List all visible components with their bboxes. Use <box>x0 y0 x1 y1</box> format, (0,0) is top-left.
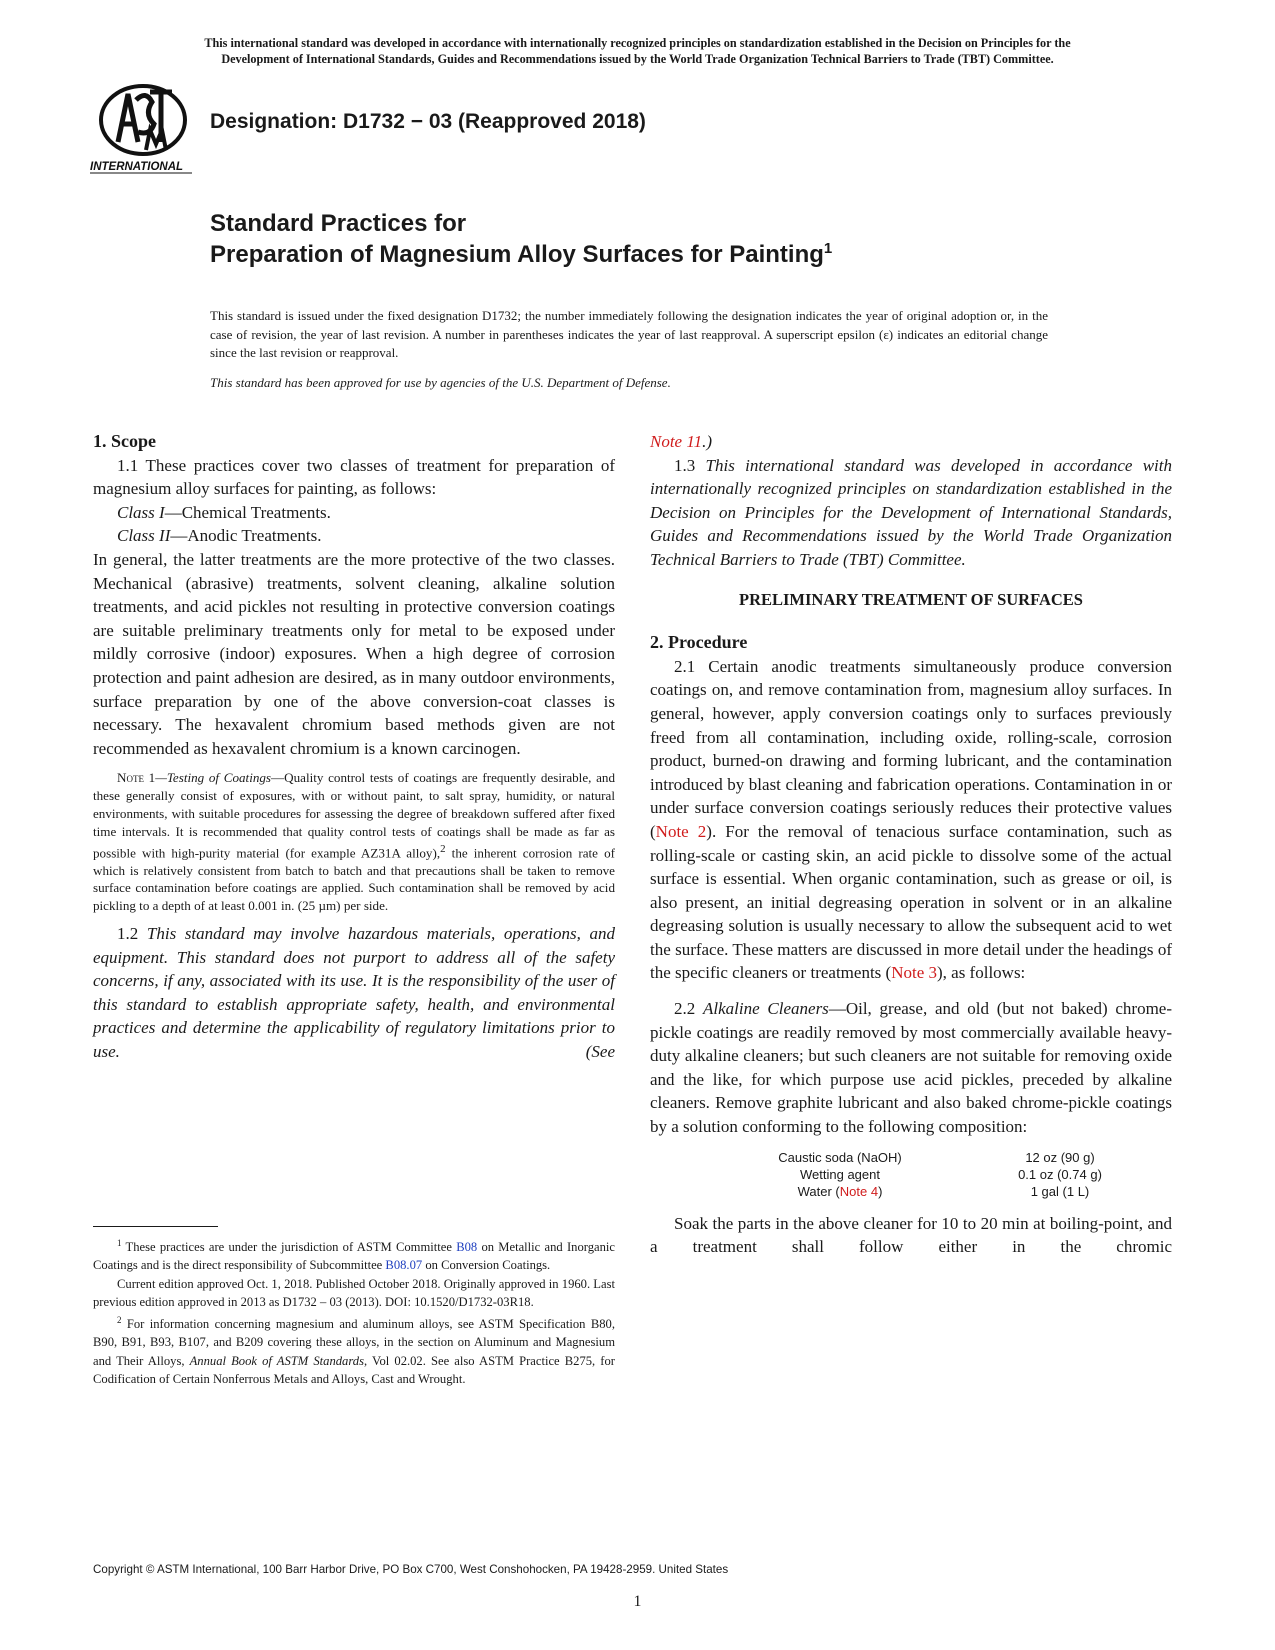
paragraph-1-2-text: This standard may involve hazardous materials, operations, and equipment. This standard does not purport to address all of the safety concerns, if any, associated with its use. It is the responsibility of the user of this standard to establish appropriate safety, health, and environmental practices and determine the applicability of regulatory limitations prior to use. (See <box>93 924 616 1062</box>
footnote-2-text-b: , Vol 02.02. See also ASTM Practice B275, for Codification of Certain Nonferrous Metals and Alloys, Cast and Wrought. <box>93 1353 615 1386</box>
class-2-item <box>93 524 615 548</box>
footnote-1-text-c: on Conversion Coatings. <box>422 1258 551 1273</box>
paragraph-2-1 <box>650 655 1172 985</box>
astm-logo-icon <box>88 80 198 180</box>
paragraph-1-3-text: This international standard was developed in accordance with internationally recognized principles on standardization established in the Decision on Principles for the Development of International Standards, Guides and Recommendations issued by the World Trade Organization Technical Barriers to Trade (TBT) Committee. <box>650 455 1172 569</box>
title-line-1: Standard Practices for <box>210 210 467 237</box>
astm-logo <box>88 80 198 180</box>
footnote-2 <box>93 1311 615 1388</box>
reagent-name: Water <box>797 1183 832 1199</box>
class-1-label: Class I <box>117 502 165 522</box>
top-notice-line-1: This international standard was developed in accordance with internationally recognized principles on standardization established in the Decision on Principles for the <box>204 36 1071 50</box>
paragraph-soak: Soak the parts in the above cleaner for 10 to 20 min at boiling-point, and a treatment shall follow either in the chromic <box>650 1213 1172 1257</box>
copyright: Copyright © ASTM International, 100 Barr Harbor Drive, PO Box C700, West Conshohocken, PA 19428-2959. United States <box>93 1563 729 1576</box>
reagent-name-water: Water (Note 4) <box>797 1183 883 1199</box>
reagent-amount: 0.1 oz (0.74 g) <box>1018 1166 1102 1182</box>
reagent-amount: 1 gal (1 L) <box>1030 1183 1090 1199</box>
footnote-1-mark: 1 <box>117 1238 122 1248</box>
class-1-item <box>93 501 615 525</box>
footnotes <box>93 1234 615 1388</box>
footnote-2-text-a: For information concerning magnesium and aluminum alloys, see ASTM Specification B80, B90, B91, B93, B107, and B209 covering these alloys, in the section on Aluminum and Magnesium and Their Alloys, <box>93 1317 615 1368</box>
edition-note: Current edition approved Oct. 1, 2018. Published October 2018. Originally approved in 1960. Last previous edition approved in 2013 as D1732 – 03 (2013). DOI: 10.1520/D1732-03R18. <box>93 1276 615 1309</box>
paragraph-2-2-text: —Oil, grease, and old (but not baked) chrome-pickle coatings are readily removed by most commercially available heavy-duty alkaline cleaners; but such cleaners are not suitable for removing oxide and the like, for which purpose use acid pickles, preceded by alkaline cleaners. Remove graphite lubricant and also baked chrome-pickle coatings by a solution conforming to the following composition: <box>650 999 1173 1137</box>
footnote-1-text-a: These practices are under the jurisdiction of ASTM Committee <box>121 1240 457 1255</box>
paragraph-1-3 <box>650 454 1172 572</box>
footnote-2-italic: Annual Book of ASTM Standards <box>189 1353 364 1368</box>
designation: Designation: D1732 − 03 (Reapproved 2018) <box>210 110 646 133</box>
left-column <box>93 430 615 1064</box>
logo-wordmark: INTERNATIONAL <box>90 161 184 173</box>
paragraph-1-2-end: .) <box>702 432 713 451</box>
paragraph-2-1-text-c: ), as follows: <box>936 963 1026 983</box>
reagent-row <box>705 1149 1145 1166</box>
b08-07-link[interactable]: B08.07 <box>385 1258 423 1273</box>
paragraph-2-2-number: 2.2 <box>674 999 704 1019</box>
dod-approval: This standard has been approved for use by agencies of the U.S. Department of Defense. <box>210 375 671 390</box>
footnote-1 <box>93 1234 615 1275</box>
footnote-divider <box>93 1226 218 1227</box>
reagent-table <box>705 1149 1145 1200</box>
issued-statement: This standard is issued under the fixed designation D1732; the number immediately following the designation indicates the year of original adoption or, in the case of revision, the year of last revision. A number in parentheses indicates the year of last reapproval. A superscript epsilon (ε) indicates an editorial change since the last revision or reapproval. <box>210 308 1048 361</box>
reagent-amount: 12 oz (90 g) <box>1025 1149 1095 1165</box>
section-2-heading: 2. Procedure <box>650 632 748 653</box>
paragraph-1-2-continued <box>650 430 1172 454</box>
note-1-title: —Testing of Coatings <box>155 770 272 786</box>
footnote-2-mark: 2 <box>117 1315 122 1325</box>
right-column <box>650 430 1172 1259</box>
note-4-link[interactable]: Note 4 <box>839 1183 879 1199</box>
title-line-2-text: Preparation of Magnesium Alloy Surfaces for Painting <box>210 241 824 268</box>
paragraph-general: In general, the latter treatments are the more protective of the two classes. Mechanical (abrasive) treatments, solvent cleaning, alkaline solution treatments, and acid pickles not resulting in protective conversion coatings are suitable preliminary treatments only for metal to be exposed under mildly corrosive (indoor) exposures. When a high degree of corrosion protection and paint adhesion are desired, as in many outdoor environments, surface preparation by one of the above conversion-coat classes is necessary. The hexavalent chromium based methods given are not recommended as hexavalent chromium is a known carcinogen. <box>93 549 615 758</box>
paragraph-2-1-text-b: ). For the removal of tenacious surface contamination, such as rolling-scale or casting skin, an acid pickle to dissolve some of the actual surface is essential. When organic contamination, such as grease or oil, is also present, an initial degreasing operation in solvent or in an alkaline degreasing solution is usually necessary to allow the subsequent acid to wet the surface. These matters are discussed in more detail under the headings of the specific cleaners or treatments ( <box>650 821 1172 983</box>
paragraph-1-3-number: 1.3 <box>674 455 706 475</box>
note-1-text-b: the inherent corrosion rate of which is relatively consistent from batch to batch and that precautions shall be taken to remove surface contamination before coatings are applied. Such contamination shall be removed by acid pickling to a depth of at least 0.001 in. (25 µm) per side. <box>93 844 615 914</box>
preliminary-heading: PRELIMINARY TREATMENT OF SURFACES <box>739 589 1083 609</box>
reagent-row <box>705 1183 1145 1200</box>
page-number: 1 <box>633 1593 642 1610</box>
reagent-name: Caustic soda (NaOH) <box>778 1149 902 1165</box>
reagent-row <box>705 1166 1145 1183</box>
paragraph-1-2 <box>93 922 615 1064</box>
footnote-1-text-b: on Metallic and Inorganic Coatings and is the direct responsibility of Subcommittee <box>93 1240 615 1273</box>
reagent-name: Wetting agent <box>800 1166 880 1182</box>
title-line-2 <box>210 239 832 270</box>
top-notice-line-2: Development of International Standards, Guides and Recommendations issued by the World Trade Organization Technical Barriers to Trade (TBT) Committee. <box>221 52 1054 66</box>
b08-link[interactable]: B08 <box>456 1240 478 1255</box>
title-footnote-mark: 1 <box>823 240 833 257</box>
class-1-text: —Chemical Treatments. <box>164 502 331 522</box>
paragraph-1-2-number: 1.2 <box>117 924 147 944</box>
note-1-footnote-mark: 2 <box>440 842 446 855</box>
note-1 <box>93 769 615 915</box>
section-1-heading: 1. Scope <box>93 431 156 451</box>
paragraph-1-1: 1.1 These practices cover two classes of treatment for preparation of magnesium alloy surfaces for painting, as follows: <box>93 455 615 499</box>
paragraph-1-2-link-wrap <box>650 432 712 451</box>
note-2-link[interactable]: Note 2 <box>655 821 707 841</box>
paragraph-2-2-title: Alkaline Cleaners <box>703 999 829 1019</box>
note-1-text-a: —Quality control tests of coatings are frequently desirable, and these generally consist of exposures, with or without paint, to salt spray, humidity, or natural environments, with suitable procedures for assessing the degree of breakdown suffered after fixed time intervals. It is recommended that quality control tests of coatings shall be made as far as possible with high-purity material (for example AZ31A alloy), <box>93 770 615 860</box>
note-1-label: Note 1 <box>117 770 156 786</box>
paragraph-2-2 <box>650 997 1172 1139</box>
top-notice <box>60 35 1215 67</box>
note-3-link[interactable]: Note 3 <box>891 963 937 983</box>
document-title <box>210 208 832 270</box>
class-2-text: —Anodic Treatments. <box>170 526 322 546</box>
class-2-label: Class II <box>117 526 171 546</box>
note-11-link[interactable]: Note 11 <box>650 432 703 451</box>
paragraph-2-1-text-a: 2.1 Certain anodic treatments simultaneously produce conversion coatings on, and remove contamination from, magnesium alloy surfaces. In general, however, apply conversion coatings only to surfaces previously freed from all contamination, including oxide, rolling-scale, corrosion product, burned-on drawing and forming lubricant, and the contamination introduced by blast cleaning and fabrication operations. Contamination in or under surface conversion coatings seriously reduces their protective values ( <box>650 656 1172 841</box>
